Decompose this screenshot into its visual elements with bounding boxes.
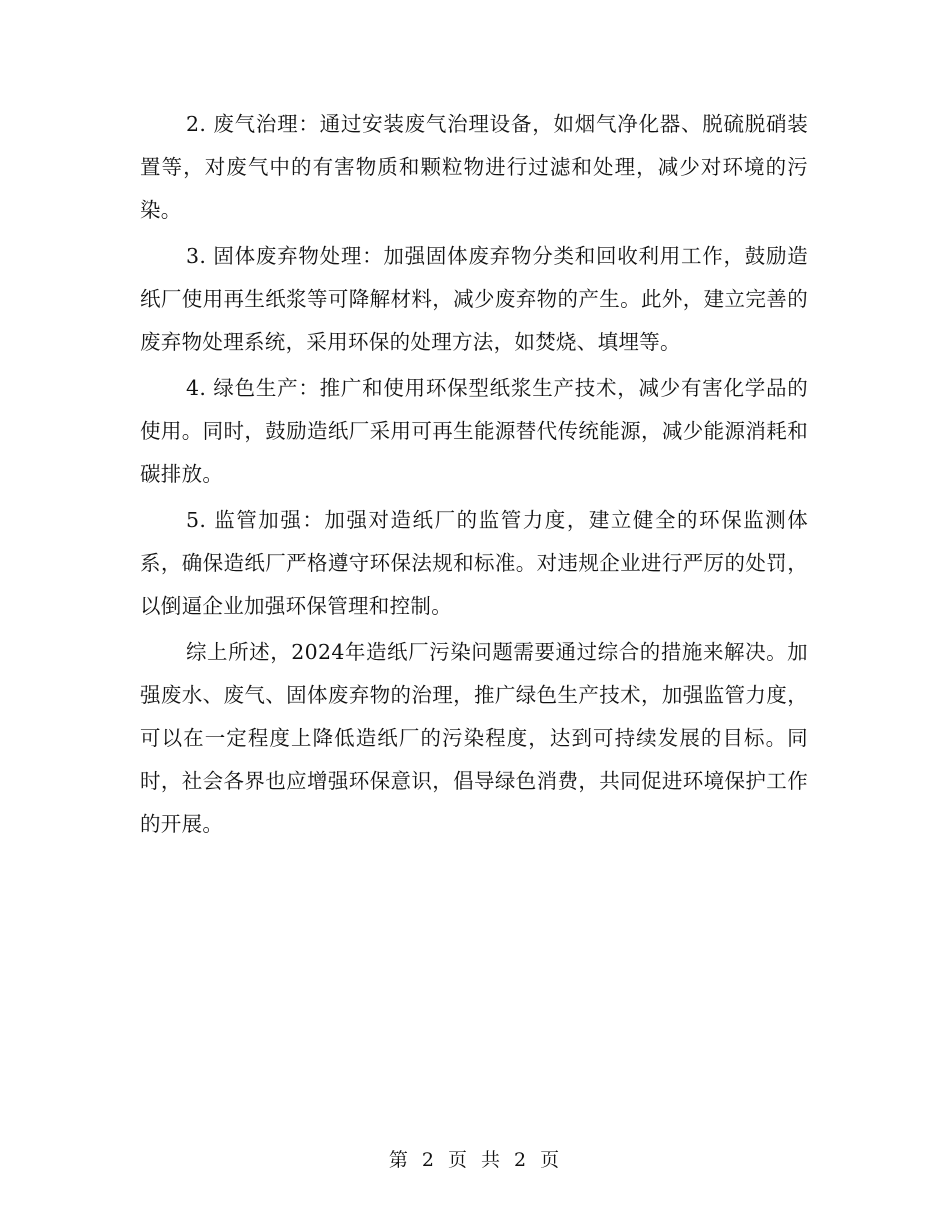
- paragraph-green-production: 4. 绿色生产：推广和使用环保型纸浆生产技术，减少有害化学品的使用。同时，鼓励造纸厂采用可再生能源替代传统能源，减少能源消耗和碳排放。: [140, 376, 808, 486]
- paragraph-supervision: 5. 监管加强：加强对造纸厂的监管力度，建立健全的环保监测体系，确保造纸厂严格遵守环保法规和标准。对违规企业进行严厉的处罚，以倒逼企业加强环保管理和控制。: [140, 508, 808, 618]
- paragraph-solid-waste: 3. 固体废弃物处理：加强固体废弃物分类和回收利用工作，鼓励造纸厂使用再生纸浆等可降解材料，减少废弃物的产生。此外，建立完善的废弃物处理系统，采用环保的处理方法，如焚烧、填埋等。: [140, 244, 808, 354]
- paragraph-exhaust-gas: 2. 废气治理：通过安装废气治理设备，如烟气净化器、脱硫脱硝装置等，对废气中的有害物质和颗粒物进行过滤和处理，减少对环境的污染。: [140, 112, 808, 222]
- paragraph-conclusion: 综上所述，2024年造纸厂污染问题需要通过综合的措施来解决。加强废水、废气、固体废弃物的治理，推广绿色生产技术，加强监管力度，可以在一定程度上降低造纸厂的污染程度，达到可持续发展的目标。同时，社会各界也应增强环保意识，倡导绿色消费，共同促进环境保护工作的开展。: [140, 640, 808, 836]
- page-number-footer: 第 2 页 共 2 页: [388, 1149, 562, 1171]
- document-body: [140, 103, 808, 849]
